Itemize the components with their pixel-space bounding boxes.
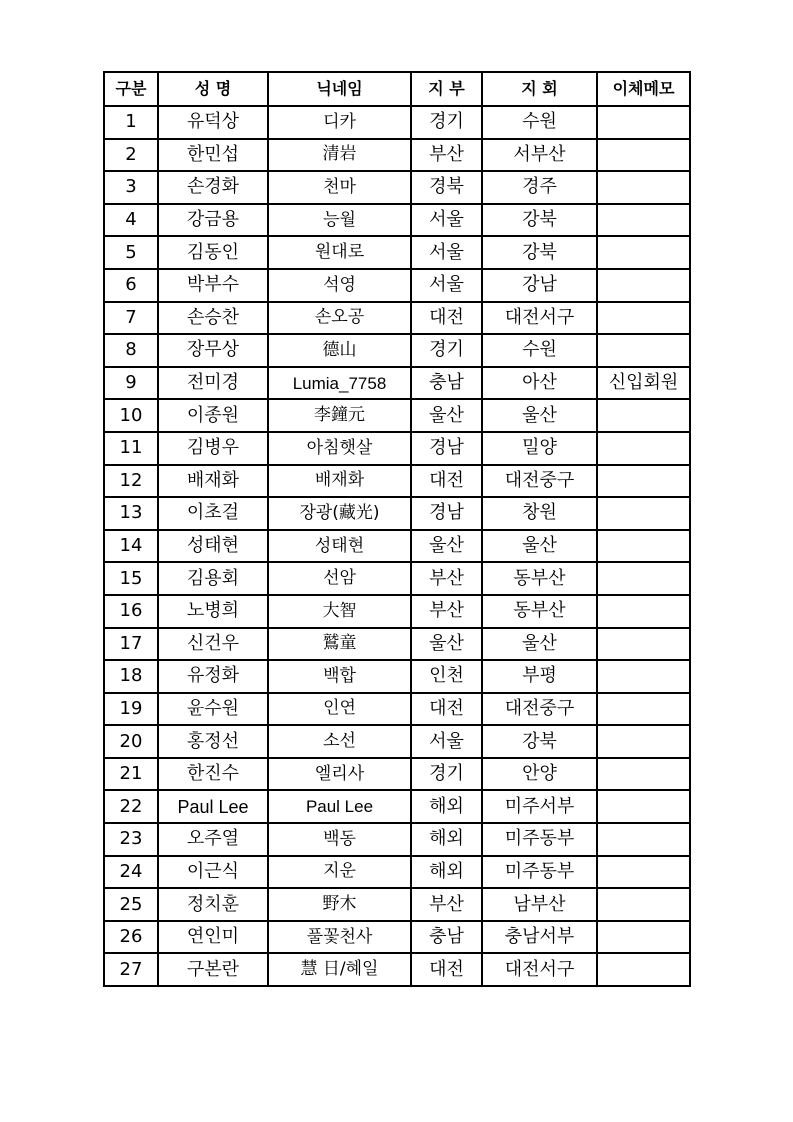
cell-branch: 해외 (411, 823, 482, 856)
cell-nickname: 李鐘元 (268, 399, 411, 432)
cell-transfer-memo (597, 660, 690, 693)
cell-transfer-memo (597, 921, 690, 954)
header-name: 성 명 (158, 72, 268, 106)
cell-transfer-memo (597, 171, 690, 204)
table-row (104, 725, 690, 758)
cell-name: 노병희 (158, 595, 268, 628)
table-row (104, 106, 690, 139)
cell-transfer-memo (597, 823, 690, 856)
cell-nickname: 백합 (268, 660, 411, 693)
cell-number: 6 (104, 269, 158, 302)
cell-number: 25 (104, 888, 158, 921)
cell-number: 24 (104, 856, 158, 889)
cell-number: 8 (104, 334, 158, 367)
table-row (104, 432, 690, 465)
table-row (104, 758, 690, 791)
cell-chapter: 창원 (482, 497, 597, 530)
cell-chapter: 수원 (482, 334, 597, 367)
header-chapter: 지 회 (482, 72, 597, 106)
cell-name: 김용회 (158, 562, 268, 595)
cell-name: 홍정선 (158, 725, 268, 758)
cell-number: 5 (104, 236, 158, 269)
cell-name: 유덕상 (158, 106, 268, 139)
cell-number: 1 (104, 106, 158, 139)
cell-nickname: 원대로 (268, 236, 411, 269)
table-row (104, 236, 690, 269)
cell-chapter: 아산 (482, 367, 597, 400)
cell-branch: 서울 (411, 236, 482, 269)
cell-name: 이초걸 (158, 497, 268, 530)
table-row (104, 269, 690, 302)
cell-transfer-memo (597, 334, 690, 367)
cell-number: 2 (104, 139, 158, 172)
member-roster-table (103, 71, 691, 987)
cell-nickname: 鷲童 (268, 628, 411, 661)
cell-branch: 부산 (411, 562, 482, 595)
cell-branch: 해외 (411, 790, 482, 823)
table-row (104, 595, 690, 628)
cell-chapter: 울산 (482, 628, 597, 661)
cell-transfer-memo (597, 302, 690, 335)
cell-name: 신건우 (158, 628, 268, 661)
cell-branch: 충남 (411, 367, 482, 400)
cell-name: 장무상 (158, 334, 268, 367)
cell-nickname: Paul Lee (268, 790, 411, 823)
cell-nickname: 엘리사 (268, 758, 411, 791)
cell-transfer-memo: 신입회원 (597, 367, 690, 400)
table-row (104, 562, 690, 595)
table-row (104, 888, 690, 921)
table-row (104, 823, 690, 856)
cell-branch: 경남 (411, 497, 482, 530)
cell-nickname: 大智 (268, 595, 411, 628)
table-row (104, 628, 690, 661)
cell-name: 유정화 (158, 660, 268, 693)
cell-chapter: 강북 (482, 236, 597, 269)
table-row (104, 171, 690, 204)
cell-branch: 대전 (411, 693, 482, 726)
cell-nickname: 소선 (268, 725, 411, 758)
cell-transfer-memo (597, 725, 690, 758)
cell-branch: 부산 (411, 888, 482, 921)
cell-number: 20 (104, 725, 158, 758)
cell-name: 연인미 (158, 921, 268, 954)
cell-branch: 부산 (411, 139, 482, 172)
header-number: 구분 (104, 72, 158, 106)
cell-name: 김병우 (158, 432, 268, 465)
cell-transfer-memo (597, 595, 690, 628)
cell-nickname: 아침햇살 (268, 432, 411, 465)
cell-name: 이근식 (158, 856, 268, 889)
cell-name: 박부수 (158, 269, 268, 302)
cell-number: 13 (104, 497, 158, 530)
table-row (104, 660, 690, 693)
cell-nickname: Lumia_7758 (268, 367, 411, 400)
cell-nickname: 배재화 (268, 465, 411, 498)
table-row (104, 399, 690, 432)
cell-number: 26 (104, 921, 158, 954)
cell-transfer-memo (597, 432, 690, 465)
cell-chapter: 대전서구 (482, 302, 597, 335)
cell-branch: 서울 (411, 269, 482, 302)
cell-number: 17 (104, 628, 158, 661)
cell-chapter: 서부산 (482, 139, 597, 172)
cell-number: 18 (104, 660, 158, 693)
cell-transfer-memo (597, 106, 690, 139)
cell-branch: 경기 (411, 334, 482, 367)
cell-name: 구본란 (158, 953, 268, 986)
cell-nickname: 선암 (268, 562, 411, 595)
cell-chapter: 대전중구 (482, 465, 597, 498)
cell-branch: 대전 (411, 302, 482, 335)
cell-transfer-memo (597, 139, 690, 172)
cell-name: 전미경 (158, 367, 268, 400)
cell-branch: 울산 (411, 628, 482, 661)
cell-chapter: 강북 (482, 204, 597, 237)
cell-number: 22 (104, 790, 158, 823)
cell-number: 19 (104, 693, 158, 726)
cell-branch: 울산 (411, 399, 482, 432)
cell-name: 성태현 (158, 530, 268, 563)
cell-branch: 경기 (411, 106, 482, 139)
cell-number: 4 (104, 204, 158, 237)
cell-chapter: 미주동부 (482, 823, 597, 856)
cell-nickname: 慧 日/혜일 (268, 953, 411, 986)
cell-branch: 대전 (411, 465, 482, 498)
table-row (104, 530, 690, 563)
cell-branch: 서울 (411, 725, 482, 758)
cell-chapter: 경주 (482, 171, 597, 204)
cell-branch: 인천 (411, 660, 482, 693)
cell-chapter: 강북 (482, 725, 597, 758)
cell-nickname: 능월 (268, 204, 411, 237)
cell-chapter: 남부산 (482, 888, 597, 921)
cell-name: 김동인 (158, 236, 268, 269)
cell-nickname: 천마 (268, 171, 411, 204)
table-row (104, 921, 690, 954)
cell-nickname: 清岩 (268, 139, 411, 172)
table-row (104, 953, 690, 986)
cell-name: 배재화 (158, 465, 268, 498)
cell-nickname: 디카 (268, 106, 411, 139)
cell-branch: 부산 (411, 595, 482, 628)
table-row (104, 497, 690, 530)
cell-number: 7 (104, 302, 158, 335)
table-row (104, 790, 690, 823)
cell-nickname: 석영 (268, 269, 411, 302)
cell-chapter: 안양 (482, 758, 597, 791)
table-row (104, 856, 690, 889)
cell-nickname: 德山 (268, 334, 411, 367)
cell-number: 23 (104, 823, 158, 856)
cell-branch: 서울 (411, 204, 482, 237)
cell-chapter: 미주동부 (482, 856, 597, 889)
cell-name: 손승찬 (158, 302, 268, 335)
table-body (104, 106, 690, 986)
cell-nickname: 지운 (268, 856, 411, 889)
cell-transfer-memo (597, 693, 690, 726)
cell-transfer-memo (597, 530, 690, 563)
cell-transfer-memo (597, 856, 690, 889)
cell-nickname: 백동 (268, 823, 411, 856)
cell-branch: 충남 (411, 921, 482, 954)
cell-number: 15 (104, 562, 158, 595)
cell-number: 11 (104, 432, 158, 465)
cell-chapter: 부평 (482, 660, 597, 693)
header-nickname: 닉네임 (268, 72, 411, 106)
cell-number: 21 (104, 758, 158, 791)
cell-nickname: 장광(藏光) (268, 497, 411, 530)
cell-chapter: 충남서부 (482, 921, 597, 954)
cell-number: 16 (104, 595, 158, 628)
cell-name: 한민섭 (158, 139, 268, 172)
header-row (104, 72, 690, 106)
cell-chapter: 울산 (482, 530, 597, 563)
cell-transfer-memo (597, 758, 690, 791)
table-row (104, 367, 690, 400)
cell-name: 손경화 (158, 171, 268, 204)
cell-branch: 경기 (411, 758, 482, 791)
cell-transfer-memo (597, 204, 690, 237)
cell-nickname: 풀꽃천사 (268, 921, 411, 954)
cell-branch: 경남 (411, 432, 482, 465)
cell-number: 10 (104, 399, 158, 432)
table-header (104, 72, 690, 106)
cell-name: 윤수원 (158, 693, 268, 726)
table-row (104, 139, 690, 172)
cell-chapter: 미주서부 (482, 790, 597, 823)
cell-chapter: 수원 (482, 106, 597, 139)
cell-chapter: 울산 (482, 399, 597, 432)
cell-chapter: 강남 (482, 269, 597, 302)
cell-name: 한진수 (158, 758, 268, 791)
cell-nickname: 인연 (268, 693, 411, 726)
cell-name: 오주열 (158, 823, 268, 856)
cell-branch: 대전 (411, 953, 482, 986)
cell-transfer-memo (597, 888, 690, 921)
cell-branch: 울산 (411, 530, 482, 563)
cell-transfer-memo (597, 465, 690, 498)
cell-transfer-memo (597, 399, 690, 432)
table-row (104, 334, 690, 367)
cell-nickname: 野木 (268, 888, 411, 921)
cell-transfer-memo (597, 236, 690, 269)
table-row (104, 465, 690, 498)
cell-name: 정치훈 (158, 888, 268, 921)
cell-number: 14 (104, 530, 158, 563)
cell-name: 이종원 (158, 399, 268, 432)
cell-transfer-memo (597, 562, 690, 595)
cell-transfer-memo (597, 953, 690, 986)
cell-chapter: 대전서구 (482, 953, 597, 986)
cell-chapter: 동부산 (482, 562, 597, 595)
table-row (104, 302, 690, 335)
cell-branch: 경북 (411, 171, 482, 204)
cell-transfer-memo (597, 628, 690, 661)
cell-branch: 해외 (411, 856, 482, 889)
cell-number: 9 (104, 367, 158, 400)
cell-name: Paul Lee (158, 790, 268, 823)
cell-transfer-memo (597, 497, 690, 530)
cell-name: 강금용 (158, 204, 268, 237)
cell-transfer-memo (597, 790, 690, 823)
cell-chapter: 밀양 (482, 432, 597, 465)
cell-nickname: 성태현 (268, 530, 411, 563)
header-branch: 지 부 (411, 72, 482, 106)
cell-number: 27 (104, 953, 158, 986)
cell-nickname: 손오공 (268, 302, 411, 335)
cell-chapter: 대전중구 (482, 693, 597, 726)
table-row (104, 693, 690, 726)
cell-transfer-memo (597, 269, 690, 302)
cell-chapter: 동부산 (482, 595, 597, 628)
header-transfer-memo: 이체메모 (597, 72, 690, 106)
cell-number: 3 (104, 171, 158, 204)
cell-number: 12 (104, 465, 158, 498)
table-row (104, 204, 690, 237)
